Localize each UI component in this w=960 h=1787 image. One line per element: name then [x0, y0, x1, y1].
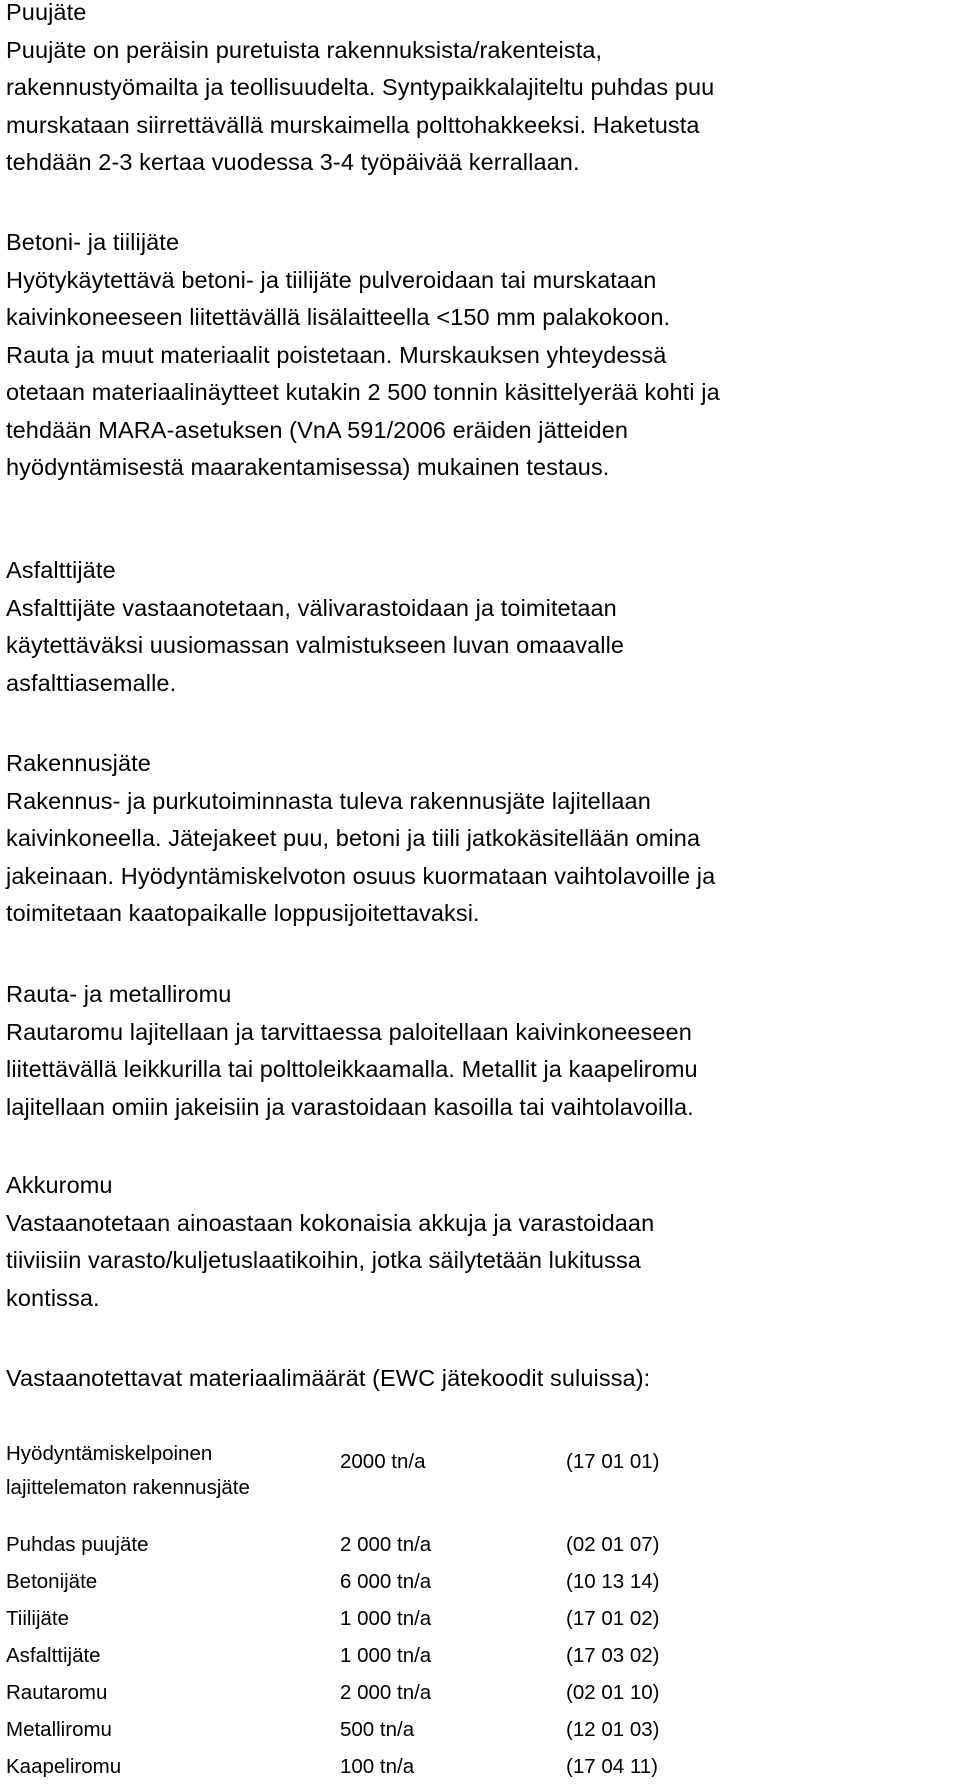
- paragraph-line: toimitetaan kaatopaikalle loppusijoitettavaksi.: [6, 900, 480, 926]
- section-heading: Rakennusjäte: [6, 750, 151, 776]
- material-name: Asfalttijäte: [6, 1644, 101, 1667]
- table-row: [6, 1750, 659, 1787]
- paragraph-line: kaivinkoneella. Jätejakeet puu, betoni ja tiili jatkokäsitellään omina: [6, 825, 701, 851]
- material-amount: 1 000 tn/a: [340, 1644, 432, 1667]
- table-row: [6, 1676, 659, 1713]
- paragraph-line: hyödyntämisestä maarakentamisessa) mukainen testaus.: [6, 454, 610, 480]
- material-amount: 2 000 tn/a: [340, 1533, 432, 1556]
- paragraph-line: murskataan siirrettävällä murskaimella polttohakkeeksi. Haketusta: [6, 111, 700, 138]
- table-row: [6, 1437, 659, 1528]
- material-name: Tiilijäte: [6, 1607, 70, 1630]
- paragraph-line: Rauta ja muut materiaalit poistetaan. Murskauksen yhteydessä: [6, 341, 667, 368]
- materials-intro-text: Vastaanotettavat materiaalimäärät (EWC jätekoodit suluissa):: [6, 1365, 651, 1391]
- section-heading: Asfalttijäte: [6, 557, 116, 583]
- section-rakennusjate: [6, 745, 715, 933]
- paragraph-line: rakennustyömailta ja teollisuudelta. Syntypaikkalajiteltu puhdas puu: [6, 74, 715, 100]
- material-name: Hyödyntämiskelpoinen: [6, 1442, 213, 1465]
- material-amount: 6 000 tn/a: [340, 1570, 432, 1593]
- section-heading: Rauta- ja metalliromu: [6, 981, 232, 1007]
- paragraph-line: Hyötykäytettävä betoni- ja tiilijäte pulveroidaan tai murskataan: [6, 266, 657, 293]
- material-name: lajittelematon rakennusjäte: [6, 1476, 250, 1499]
- material-name-cell: [6, 1437, 340, 1528]
- paragraph-line: tiiviisiin varasto/kuljetuslaatikoihin, jotka säilytetään lukitussa: [6, 1247, 641, 1273]
- section-heading: Akkuromu: [6, 1172, 113, 1198]
- paragraph-line: kaivinkoneeseen liitettävällä lisälaitteella <150 mm palakokoon.: [6, 304, 671, 330]
- material-ewc-code: (17 04 11): [566, 1755, 658, 1778]
- material-name: Betonijäte: [6, 1570, 98, 1593]
- material-name: Puhdas puujäte: [6, 1533, 149, 1556]
- material-name: Kaapeliromu: [6, 1755, 122, 1778]
- section-heading: Puujäte: [6, 0, 87, 25]
- paragraph-line: Rautaromu lajitellaan ja tarvittaessa paloitellaan kaivinkoneeseen: [6, 1018, 692, 1045]
- table-row: [6, 1639, 659, 1676]
- material-ewc-code: (10 13 14): [566, 1570, 660, 1593]
- paragraph-line: liitettävällä leikkurilla tai polttoleikkaamalla. Metallit ja kaapeliromu: [6, 1056, 698, 1082]
- material-amount: 100 tn/a: [340, 1755, 415, 1778]
- material-ewc-code: (02 01 07): [566, 1533, 660, 1556]
- section-akkuromu: [6, 1167, 654, 1317]
- paragraph-line: käytettäväksi uusiomassan valmistukseen luvan omaavalle: [6, 632, 625, 658]
- material-amount: 2000 tn/a: [340, 1450, 426, 1473]
- material-amount: 500 tn/a: [340, 1718, 415, 1741]
- paragraph-line: Rakennus- ja purkutoiminnasta tuleva rakennusjäte lajitellaan: [6, 787, 651, 814]
- section-puujate: [6, 0, 714, 182]
- materials-table: [6, 1437, 659, 1787]
- paragraph-line: asfalttiasemalle.: [6, 669, 177, 696]
- material-ewc-code: (17 03 02): [566, 1644, 660, 1667]
- material-name: Rautaromu: [6, 1681, 108, 1704]
- section-rauta-metalli: [6, 976, 698, 1126]
- material-ewc-code: (02 01 10): [566, 1681, 660, 1704]
- paragraph-line: tehdään 2-3 kertaa vuodessa 3-4 työpäivää kerrallaan.: [6, 149, 580, 175]
- paragraph-line: Vastaanotetaan ainoastaan kokonaisia akkuja ja varastoidaan: [6, 1209, 655, 1236]
- paragraph-line: otetaan materiaalinäytteet kutakin 2 500 tonnin käsittelyerää kohti ja: [6, 379, 720, 405]
- material-name: Metalliromu: [6, 1718, 112, 1741]
- table-row: [6, 1528, 659, 1565]
- section-asfaltti: [6, 552, 624, 702]
- table-row: [6, 1602, 659, 1639]
- paragraph-line: Puujäte on peräisin puretuista rakennuksista/rakenteista,: [6, 36, 603, 63]
- section-heading: Betoni- ja tiilijäte: [6, 229, 180, 255]
- section-betoni-tiili: [6, 224, 720, 487]
- paragraph-line: jakeinaan. Hyödyntämiskelvoton osuus kuormataan vaihtolavoille ja: [6, 862, 716, 889]
- material-ewc-code: (17 01 01): [566, 1450, 660, 1473]
- material-amount: 1 000 tn/a: [340, 1607, 432, 1630]
- table-row: [6, 1565, 659, 1602]
- material-ewc-code: (12 01 03): [566, 1718, 660, 1741]
- materials-intro: [6, 1360, 650, 1398]
- paragraph-line: kontissa.: [6, 1284, 100, 1311]
- paragraph-line: tehdään MARA-asetuksen (VnA 591/2006 eräiden jätteiden: [6, 416, 629, 443]
- material-amount: 2 000 tn/a: [340, 1681, 432, 1704]
- table-row: [6, 1713, 659, 1750]
- paragraph-line: Asfalttijäte vastaanotetaan, välivarastoidaan ja toimitetaan: [6, 594, 617, 621]
- paragraph-line: lajitellaan omiin jakeisiin ja varastoidaan kasoilla tai vaihtolavoilla.: [6, 1093, 694, 1120]
- material-ewc-code: (17 01 02): [566, 1607, 660, 1630]
